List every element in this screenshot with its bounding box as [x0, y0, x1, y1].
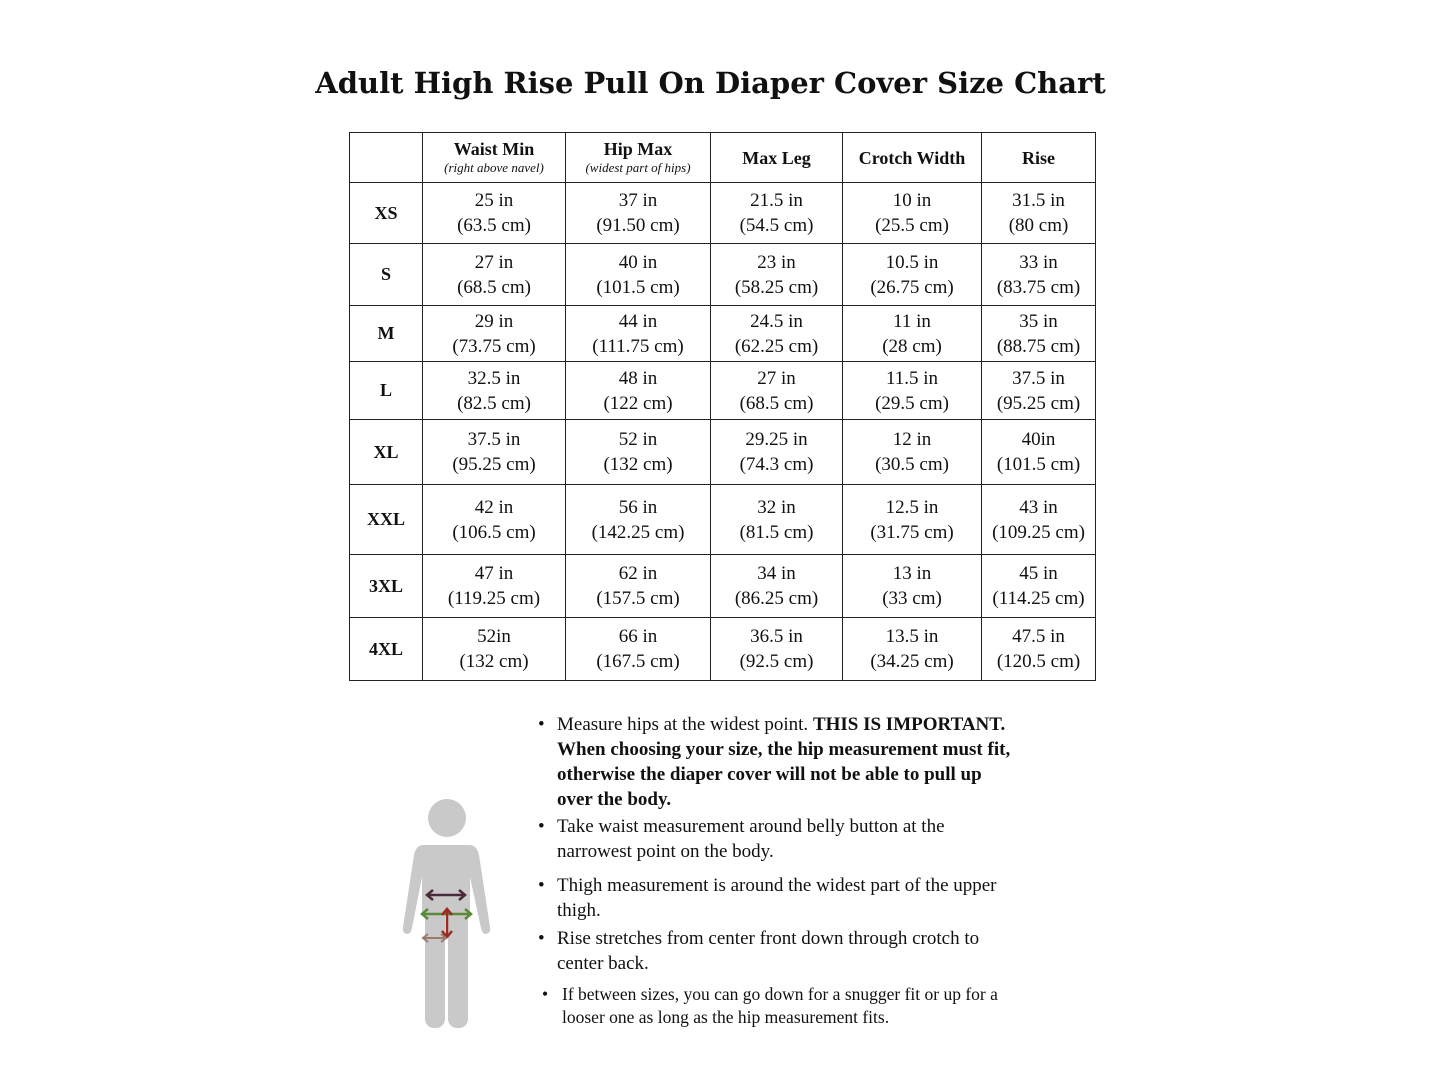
inch-value: 35 in [1019, 310, 1058, 332]
column-header-sub: (widest part of hips) [585, 160, 691, 175]
cm-value: (63.5 cm) [457, 215, 531, 236]
cm-value: (132 cm) [459, 651, 529, 672]
column-header-waist [423, 133, 566, 183]
cm-value: (106.5 cm) [452, 521, 536, 543]
table-cell [711, 244, 843, 306]
table-cell [566, 306, 711, 362]
list-item [536, 873, 1016, 923]
size-label: 3XL [350, 555, 423, 618]
table-row [350, 244, 1096, 306]
size-label: 4XL [350, 618, 423, 681]
body-measurement-icon [398, 797, 498, 1032]
table-cell [423, 555, 566, 618]
table-cell [566, 183, 711, 244]
table-cell [982, 183, 1096, 244]
list-item [536, 983, 1016, 1029]
size-label: XXL [350, 485, 423, 555]
note-waist-text: Take waist measurement around belly button at the narrowest point on the body. [557, 816, 945, 862]
inch-value: 13.5 in [885, 626, 939, 647]
column-header-leg [711, 133, 843, 183]
inch-value: 47.5 in [1012, 626, 1065, 647]
cm-value: (54.5 cm) [739, 215, 814, 236]
inch-value: 52 in [618, 429, 658, 450]
inch-value: 37.5 in [1012, 367, 1065, 389]
table-row [350, 420, 1096, 485]
cm-value: (101.5 cm) [596, 276, 680, 298]
list-item [536, 814, 1016, 864]
column-header-label: Hip Max [603, 139, 673, 159]
table-row [350, 306, 1096, 362]
table-row [350, 618, 1096, 681]
inch-value: 34 in [757, 563, 796, 584]
inch-value: 37 in [618, 190, 658, 211]
cm-value: (119.25 cm) [447, 588, 541, 609]
table-cell [843, 420, 982, 485]
note-hips-important: THIS IS IMPORTANT. When choosing your size, the hip measurement must fit, otherwise the diaper cover will not be able to pull up over the body. [557, 714, 1011, 810]
right-leg-shape [448, 907, 468, 1028]
cm-value: (114.25 cm) [992, 588, 1085, 609]
cm-value: (122 cm) [603, 392, 673, 414]
table-row [350, 362, 1096, 420]
table-cell [843, 618, 982, 681]
cm-value: (25.5 cm) [875, 215, 949, 236]
table-cell [711, 362, 843, 420]
column-header-label: Crotch Width [858, 147, 966, 168]
inch-value: 40in [1021, 429, 1056, 450]
cm-value: (95.25 cm) [452, 454, 536, 475]
table-cell [566, 555, 711, 618]
note-thigh-text: Thigh measurement is around the widest part of the upper thigh. [557, 875, 997, 921]
inch-value: 33 in [1019, 251, 1058, 273]
table-cell [982, 485, 1096, 555]
inch-value: 37.5 in [467, 429, 521, 450]
inch-value: 36.5 in [750, 626, 803, 647]
cm-value: (101.5 cm) [996, 454, 1081, 475]
table-cell [982, 306, 1096, 362]
list-item [536, 926, 1016, 976]
cm-value: (29.5 cm) [875, 392, 949, 414]
table-cell [982, 555, 1096, 618]
inch-value: 48 in [618, 367, 658, 389]
cm-value: (73.75 cm) [452, 335, 536, 357]
table-cell [423, 183, 566, 244]
column-header-label: Waist Min [453, 139, 535, 159]
inch-value: 12.5 in [885, 496, 939, 518]
inch-value: 29.25 in [745, 429, 808, 450]
table-cell [423, 306, 566, 362]
column-header-hip [566, 133, 711, 183]
column-header-crotch [843, 133, 982, 183]
table-cell [711, 306, 843, 362]
inch-value: 47 in [474, 563, 514, 584]
cm-value: (82.5 cm) [457, 392, 531, 414]
cm-value: (62.25 cm) [734, 335, 819, 357]
column-header-label: Max Leg [742, 147, 811, 168]
table-cell [711, 183, 843, 244]
size-label: XS [350, 183, 423, 244]
cm-value: (68.5 cm) [739, 392, 814, 414]
note-hips-text: Measure hips at the widest point. [557, 714, 813, 735]
table-cell [423, 420, 566, 485]
inch-value: 11 in [893, 310, 931, 332]
inch-value: 27 in [474, 251, 514, 273]
page-title: Adult High Rise Pull On Diaper Cover Size Chart [315, 66, 1106, 100]
cm-value: (80 cm) [1008, 215, 1069, 236]
inch-value: 24.5 in [750, 310, 803, 332]
head-shape [428, 799, 466, 837]
inch-value: 25 in [474, 190, 514, 211]
table-cell [566, 244, 711, 306]
left-leg-shape [425, 907, 445, 1028]
size-chart-table [349, 132, 1096, 681]
inch-value: 10.5 in [885, 251, 939, 273]
table-cell [843, 555, 982, 618]
cm-value: (88.75 cm) [996, 335, 1081, 357]
table-row [350, 183, 1096, 244]
inch-value: 56 in [618, 496, 658, 518]
column-header-rise [982, 133, 1096, 183]
cm-value: (167.5 cm) [596, 651, 680, 672]
table-cell [566, 485, 711, 555]
inch-value: 43 in [1019, 496, 1058, 518]
body-silhouette-svg [398, 797, 498, 1032]
measurement-notes-list [536, 712, 1016, 1029]
table-row [350, 555, 1096, 618]
cm-value: (86.25 cm) [734, 588, 819, 609]
table-cell [982, 244, 1096, 306]
table-cell [982, 618, 1096, 681]
table-cell [982, 362, 1096, 420]
inch-value: 42 in [474, 496, 514, 518]
table-cell [843, 244, 982, 306]
note-between-sizes-text: If between sizes, you can go down for a snugger fit or up for a looser one as long as the hip measurement fits. [562, 984, 998, 1027]
size-label: M [350, 306, 423, 362]
table-cell [711, 485, 843, 555]
note-rise-text: Rise stretches from center front down through crotch to center back. [557, 928, 980, 974]
table-cell [711, 618, 843, 681]
table-cell [423, 362, 566, 420]
inch-value: 27 in [757, 367, 796, 389]
inch-value: 62 in [618, 563, 658, 584]
inch-value: 40 in [618, 251, 658, 273]
inch-value: 32 in [757, 496, 796, 518]
inch-value: 21.5 in [750, 190, 803, 211]
cm-value: (58.25 cm) [734, 276, 819, 298]
inch-value: 11.5 in [885, 367, 939, 389]
inch-value: 32.5 in [467, 367, 521, 389]
inch-value: 66 in [618, 626, 658, 647]
table-header-row [350, 133, 1096, 183]
cm-value: (26.75 cm) [870, 276, 954, 298]
table-cell [566, 618, 711, 681]
inch-value: 12 in [892, 429, 932, 450]
column-header-label: Rise [1022, 147, 1055, 168]
inch-value: 13 in [892, 563, 932, 584]
size-label: L [350, 362, 423, 420]
cm-value: (157.5 cm) [596, 588, 680, 609]
cm-value: (120.5 cm) [996, 651, 1081, 672]
cm-value: (33 cm) [882, 588, 942, 609]
table-cell [843, 362, 982, 420]
inch-value: 44 in [618, 310, 658, 332]
inch-value: 23 in [757, 251, 796, 273]
cm-value: (109.25 cm) [992, 521, 1085, 543]
cm-value: (74.3 cm) [739, 454, 814, 475]
cm-value: (68.5 cm) [457, 276, 531, 298]
cm-value: (31.75 cm) [870, 521, 954, 543]
table-row [350, 485, 1096, 555]
list-item [536, 712, 1016, 812]
cm-value: (34.25 cm) [870, 651, 954, 672]
size-label: S [350, 244, 423, 306]
table-cell [423, 244, 566, 306]
cm-value: (28 cm) [882, 335, 942, 357]
table-cell [843, 183, 982, 244]
table-cell [982, 420, 1096, 485]
cm-value: (30.5 cm) [875, 454, 949, 475]
table-cell [843, 485, 982, 555]
cm-value: (92.5 cm) [739, 651, 814, 672]
cm-value: (111.75 cm) [592, 335, 684, 357]
cm-value: (83.75 cm) [996, 276, 1081, 298]
column-header-sub: (right above navel) [444, 160, 544, 175]
table-cell [711, 420, 843, 485]
table-cell [711, 555, 843, 618]
inch-value: 52in [477, 626, 511, 647]
table-cell [843, 306, 982, 362]
cm-value: (91.50 cm) [596, 215, 680, 236]
size-label: XL [350, 420, 423, 485]
inch-value: 45 in [1019, 563, 1058, 584]
inch-value: 31.5 in [1012, 190, 1065, 211]
cm-value: (142.25 cm) [591, 521, 685, 543]
inch-value: 10 in [892, 190, 932, 211]
corner-cell [350, 133, 423, 183]
table-cell [566, 362, 711, 420]
inch-value: 29 in [474, 310, 514, 332]
table-cell [566, 420, 711, 485]
table-cell [423, 485, 566, 555]
cm-value: (95.25 cm) [996, 392, 1081, 414]
cm-value: (132 cm) [603, 454, 673, 475]
table-cell [423, 618, 566, 681]
cm-value: (81.5 cm) [739, 521, 814, 543]
